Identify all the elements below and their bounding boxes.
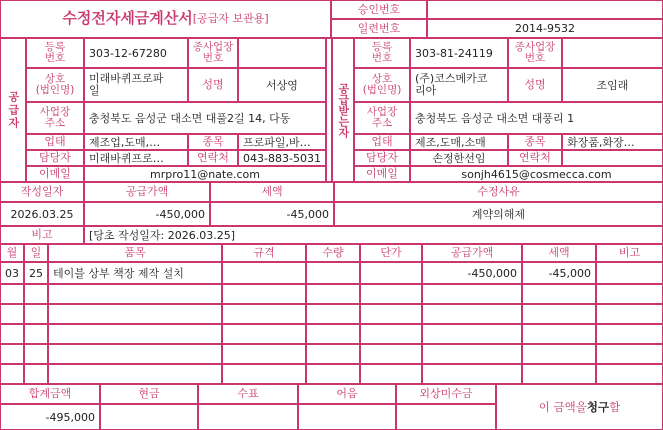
item-cell-month <box>0 304 24 324</box>
supplier-regno: 303-12-67280 <box>84 38 188 68</box>
totals-total: -495,000 <box>0 404 100 430</box>
buyer-biztype: 제조,도매,소매 <box>410 134 508 150</box>
approval-label: 승인번호 <box>331 0 427 19</box>
item-cell-note <box>596 324 663 344</box>
supplier-addr-label: 사업장 주소 <box>26 102 84 134</box>
supplier-email-label: 이메일 <box>26 166 84 182</box>
supplier-manager: 미래바퀴프로… <box>84 150 188 166</box>
item-cell-tax <box>522 324 596 344</box>
supplier-regno-label: 등록 번호 <box>26 38 84 68</box>
item-cell-month <box>0 324 24 344</box>
buyer-email-label: 이메일 <box>354 166 410 182</box>
summary-reason: 계약의해제 <box>334 202 663 226</box>
buyer-addr-label: 사업장 주소 <box>354 102 410 134</box>
item-cell-tax <box>522 304 596 324</box>
item-cell-unitprice <box>360 284 422 304</box>
supplier-ceo-label: 성명 <box>188 68 238 102</box>
supplier-name: 미래바퀴프로파 일 <box>84 68 188 102</box>
item-cell-spec <box>222 304 306 324</box>
item-cell-note <box>596 344 663 364</box>
title-sub: [공급자 보관용] <box>192 12 269 26</box>
item-cell-day <box>24 364 48 384</box>
item-cell-unitprice <box>360 344 422 364</box>
buyer-branch-label: 종사업장 번호 <box>508 38 562 68</box>
supplier-manager-label: 담당자 <box>26 150 84 166</box>
buyer-addr: 충청북도 음성군 대소면 대풍리 1 <box>410 102 663 134</box>
claim-text: 이 금액을 청구 함 <box>496 384 663 430</box>
item-cell-product <box>48 304 222 324</box>
item-cell-tax <box>522 344 596 364</box>
buyer-branch <box>562 38 663 68</box>
totals-credit-label: 외상미수금 <box>396 384 496 404</box>
buyer-email: sonjh4615@cosmecca.com <box>410 166 663 182</box>
summary-tax-label: 세액 <box>210 182 334 202</box>
item-cell-qty <box>306 344 360 364</box>
supplier-biztype: 제조업,도매,… <box>84 134 188 150</box>
items-header-amount: 공급가액 <box>422 244 522 262</box>
buyer-bizitem-label: 종목 <box>508 134 562 150</box>
item-cell-qty <box>306 364 360 384</box>
supplier-contact-label: 연락처 <box>188 150 238 166</box>
item-cell-spec <box>222 364 306 384</box>
items-header-product: 품목 <box>48 244 222 262</box>
item-cell-product <box>48 324 222 344</box>
item-cell-amount <box>422 304 522 324</box>
buyer-side-label: 공급받는자 <box>332 38 354 182</box>
item-cell-product <box>48 284 222 304</box>
item-cell-amount <box>422 324 522 344</box>
supplier-contact: 043-883-5031 <box>238 150 326 166</box>
supplier-biztype-label: 업태 <box>26 134 84 150</box>
item-cell-tax: -45,000 <box>522 262 596 284</box>
summary-amount: -450,000 <box>84 202 210 226</box>
summary-date-label: 작성일자 <box>0 182 84 202</box>
buyer-ceo: 조임래 <box>562 68 663 102</box>
items-header-tax: 세액 <box>522 244 596 262</box>
summary-reason-label: 수정사유 <box>334 182 663 202</box>
item-cell-note <box>596 262 663 284</box>
item-cell-unitprice <box>360 304 422 324</box>
buyer-regno-label: 등록 번호 <box>354 38 410 68</box>
buyer-manager: 손정한선임 <box>410 150 508 166</box>
item-cell-month <box>0 284 24 304</box>
serial-label: 일련번호 <box>331 19 427 38</box>
totals-total-label: 합계금액 <box>0 384 100 404</box>
buyer-ceo-label: 성명 <box>508 68 562 102</box>
item-cell-tax <box>522 284 596 304</box>
totals-cash <box>100 404 198 430</box>
item-cell-spec <box>222 284 306 304</box>
summary-date: 2026.03.25 <box>0 202 84 226</box>
supplier-side-label: 공급자 <box>0 38 26 182</box>
supplier-branch <box>238 38 326 68</box>
item-cell-tax <box>522 364 596 384</box>
item-cell-month <box>0 344 24 364</box>
summary-tax: -45,000 <box>210 202 334 226</box>
supplier-bizitem-label: 종목 <box>188 134 238 150</box>
items-header-day: 일 <box>24 244 48 262</box>
item-cell-note <box>596 304 663 324</box>
item-cell-spec <box>222 344 306 364</box>
buyer-contact <box>562 150 663 166</box>
summary-amount-label: 공급가액 <box>84 182 210 202</box>
title-main: 수정전자세금계산서 <box>62 9 193 28</box>
item-cell-qty <box>306 304 360 324</box>
buyer-biztype-label: 업태 <box>354 134 410 150</box>
buyer-manager-label: 담당자 <box>354 150 410 166</box>
item-cell-amount: -450,000 <box>422 262 522 284</box>
totals-bill-label: 어음 <box>298 384 396 404</box>
item-cell-qty <box>306 262 360 284</box>
serial-value: 2014-9532 <box>427 19 663 38</box>
item-cell-day: 25 <box>24 262 48 284</box>
item-cell-product: 테이블 상부 책장 제작 설치 <box>48 262 222 284</box>
invoice-title <box>0 0 331 38</box>
item-cell-day <box>24 324 48 344</box>
totals-cash-label: 현금 <box>100 384 198 404</box>
item-cell-note <box>596 284 663 304</box>
supplier-bizitem: 프로파일,바… <box>238 134 326 150</box>
item-cell-note <box>596 364 663 384</box>
item-cell-product <box>48 364 222 384</box>
item-cell-product <box>48 344 222 364</box>
supplier-branch-label: 종사업장 번호 <box>188 38 238 68</box>
item-cell-amount <box>422 344 522 364</box>
item-cell-qty <box>306 284 360 304</box>
item-cell-day <box>24 304 48 324</box>
supplier-ceo: 서상영 <box>238 68 326 102</box>
note-value: [당초 작성일자: 2026.03.25] <box>84 226 663 244</box>
items-header-spec: 규격 <box>222 244 306 262</box>
item-cell-qty <box>306 324 360 344</box>
item-cell-unitprice <box>360 324 422 344</box>
buyer-name: (주)코스메카코 리아 <box>410 68 508 102</box>
supplier-email: mrpro11@nate.com <box>84 166 326 182</box>
item-cell-unitprice <box>360 262 422 284</box>
totals-bill <box>298 404 396 430</box>
items-table <box>0 244 663 384</box>
buyer-bizitem: 화장품,화장… <box>562 134 663 150</box>
item-cell-amount <box>422 364 522 384</box>
items-header-qty: 수량 <box>306 244 360 262</box>
items-header-note: 비고 <box>596 244 663 262</box>
items-header-month: 월 <box>0 244 24 262</box>
supplier-addr: 충청북도 음성군 대소면 대풀2길 14, 다동 <box>84 102 326 134</box>
items-header-unitprice: 단가 <box>360 244 422 262</box>
item-cell-unitprice <box>360 364 422 384</box>
item-cell-month <box>0 364 24 384</box>
item-cell-day <box>24 284 48 304</box>
buyer-contact-label: 연락처 <box>508 150 562 166</box>
totals-check-label: 수표 <box>198 384 298 404</box>
buyer-name-label: 상호 (법인명) <box>354 68 410 102</box>
totals-check <box>198 404 298 430</box>
note-label: 비고 <box>0 226 84 244</box>
item-cell-amount <box>422 284 522 304</box>
buyer-regno: 303-81-24119 <box>410 38 508 68</box>
item-cell-day <box>24 344 48 364</box>
approval-value <box>427 0 663 19</box>
supplier-name-label: 상호 (법인명) <box>26 68 84 102</box>
item-cell-spec <box>222 324 306 344</box>
item-cell-month: 03 <box>0 262 24 284</box>
totals-credit <box>396 404 496 430</box>
item-cell-spec <box>222 262 306 284</box>
